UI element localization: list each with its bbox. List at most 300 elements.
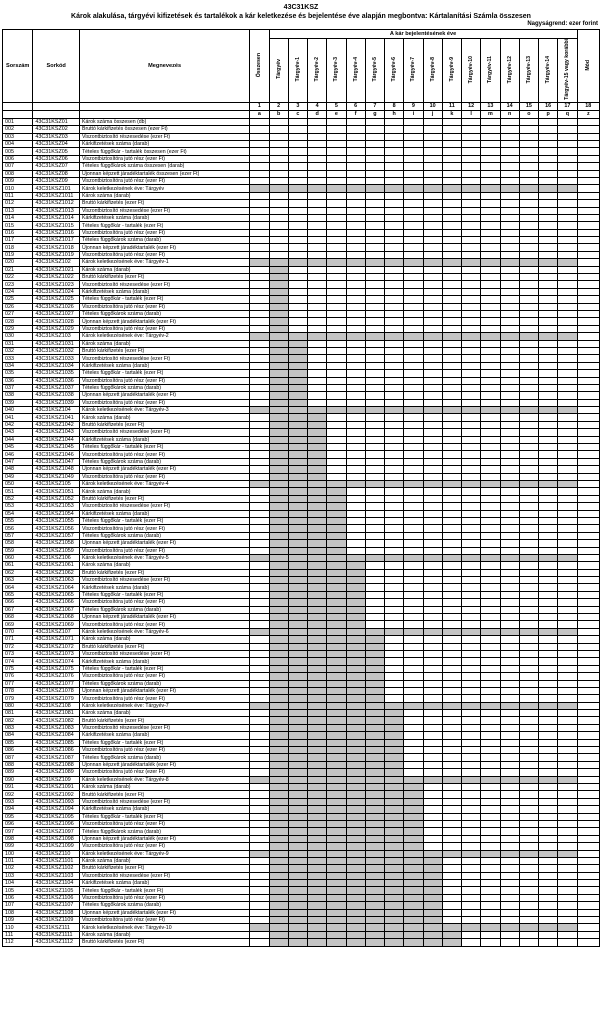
value-cell[interactable]: [577, 769, 599, 776]
value-cell[interactable]: [327, 222, 346, 229]
value-cell[interactable]: [519, 473, 538, 480]
value-cell[interactable]: [423, 517, 442, 524]
value-cell[interactable]: [288, 865, 307, 872]
value-cell[interactable]: [404, 643, 423, 650]
value-cell[interactable]: [365, 296, 384, 303]
value-cell[interactable]: [308, 636, 327, 643]
value-cell[interactable]: [365, 303, 384, 310]
value-cell[interactable]: [404, 333, 423, 340]
value-cell[interactable]: [346, 924, 365, 931]
value-cell[interactable]: [269, 155, 288, 162]
value-cell[interactable]: [288, 732, 307, 739]
value-cell[interactable]: [250, 192, 269, 199]
value-cell[interactable]: [481, 784, 500, 791]
value-cell[interactable]: [327, 820, 346, 827]
value-cell[interactable]: [539, 835, 558, 842]
value-cell[interactable]: [423, 222, 442, 229]
value-cell[interactable]: [519, 924, 538, 931]
value-cell[interactable]: [500, 695, 519, 702]
value-cell[interactable]: [539, 865, 558, 872]
value-cell[interactable]: [423, 163, 442, 170]
value-cell[interactable]: [365, 628, 384, 635]
value-cell[interactable]: [442, 902, 461, 909]
value-cell[interactable]: [404, 628, 423, 635]
value-cell[interactable]: [442, 466, 461, 473]
value-cell[interactable]: [577, 606, 599, 613]
value-cell[interactable]: [577, 303, 599, 310]
value-cell[interactable]: [519, 525, 538, 532]
value-cell[interactable]: [500, 185, 519, 192]
value-cell[interactable]: [423, 407, 442, 414]
value-cell[interactable]: [442, 377, 461, 384]
value-cell[interactable]: [442, 480, 461, 487]
value-cell[interactable]: [308, 480, 327, 487]
value-cell[interactable]: [500, 392, 519, 399]
value-cell[interactable]: [442, 414, 461, 421]
value-cell[interactable]: [462, 732, 481, 739]
value-cell[interactable]: [250, 894, 269, 901]
value-cell[interactable]: [539, 850, 558, 857]
value-cell[interactable]: [385, 554, 404, 561]
value-cell[interactable]: [269, 429, 288, 436]
value-cell[interactable]: [365, 717, 384, 724]
value-cell[interactable]: [269, 177, 288, 184]
value-cell[interactable]: [385, 177, 404, 184]
value-cell[interactable]: [558, 843, 577, 850]
value-cell[interactable]: [577, 170, 599, 177]
value-cell[interactable]: [481, 621, 500, 628]
value-cell[interactable]: [519, 791, 538, 798]
value-cell[interactable]: [481, 658, 500, 665]
value-cell[interactable]: [519, 392, 538, 399]
value-cell[interactable]: [423, 650, 442, 657]
value-cell[interactable]: [462, 177, 481, 184]
value-cell[interactable]: [269, 540, 288, 547]
value-cell[interactable]: [462, 650, 481, 657]
value-cell[interactable]: [558, 466, 577, 473]
value-cell[interactable]: [365, 784, 384, 791]
value-cell[interactable]: [250, 429, 269, 436]
value-cell[interactable]: [577, 274, 599, 281]
value-cell[interactable]: [423, 340, 442, 347]
value-cell[interactable]: [500, 466, 519, 473]
value-cell[interactable]: [577, 525, 599, 532]
value-cell[interactable]: [269, 495, 288, 502]
value-cell[interactable]: [308, 835, 327, 842]
value-cell[interactable]: [327, 747, 346, 754]
value-cell[interactable]: [500, 281, 519, 288]
value-cell[interactable]: [308, 665, 327, 672]
value-cell[interactable]: [288, 244, 307, 251]
value-cell[interactable]: [404, 429, 423, 436]
value-cell[interactable]: [269, 207, 288, 214]
value-cell[interactable]: [365, 214, 384, 221]
value-cell[interactable]: [250, 902, 269, 909]
value-cell[interactable]: [481, 170, 500, 177]
value-cell[interactable]: [288, 222, 307, 229]
value-cell[interactable]: [442, 333, 461, 340]
value-cell[interactable]: [577, 325, 599, 332]
value-cell[interactable]: [365, 259, 384, 266]
value-cell[interactable]: [481, 429, 500, 436]
value-cell[interactable]: [404, 931, 423, 938]
value-cell[interactable]: [308, 340, 327, 347]
value-cell[interactable]: [269, 421, 288, 428]
value-cell[interactable]: [481, 229, 500, 236]
value-cell[interactable]: [404, 133, 423, 140]
value-cell[interactable]: [500, 399, 519, 406]
value-cell[interactable]: [481, 347, 500, 354]
value-cell[interactable]: [423, 850, 442, 857]
value-cell[interactable]: [462, 392, 481, 399]
value-cell[interactable]: [558, 399, 577, 406]
value-cell[interactable]: [539, 141, 558, 148]
value-cell[interactable]: [365, 407, 384, 414]
value-cell[interactable]: [442, 281, 461, 288]
value-cell[interactable]: [346, 658, 365, 665]
value-cell[interactable]: [558, 710, 577, 717]
value-cell[interactable]: [308, 754, 327, 761]
value-cell[interactable]: [500, 806, 519, 813]
value-cell[interactable]: [269, 222, 288, 229]
value-cell[interactable]: [385, 887, 404, 894]
value-cell[interactable]: [288, 747, 307, 754]
value-cell[interactable]: [423, 148, 442, 155]
value-cell[interactable]: [250, 702, 269, 709]
value-cell[interactable]: [539, 237, 558, 244]
value-cell[interactable]: [250, 133, 269, 140]
value-cell[interactable]: [577, 680, 599, 687]
value-cell[interactable]: [346, 554, 365, 561]
value-cell[interactable]: [346, 577, 365, 584]
value-cell[interactable]: [577, 480, 599, 487]
value-cell[interactable]: [269, 880, 288, 887]
value-cell[interactable]: [462, 525, 481, 532]
value-cell[interactable]: [385, 303, 404, 310]
value-cell[interactable]: [519, 857, 538, 864]
value-cell[interactable]: [269, 118, 288, 125]
value-cell[interactable]: [423, 244, 442, 251]
value-cell[interactable]: [442, 798, 461, 805]
value-cell[interactable]: [481, 754, 500, 761]
value-cell[interactable]: [577, 466, 599, 473]
value-cell[interactable]: [577, 614, 599, 621]
value-cell[interactable]: [558, 865, 577, 872]
value-cell[interactable]: [519, 850, 538, 857]
value-cell[interactable]: [250, 503, 269, 510]
value-cell[interactable]: [269, 650, 288, 657]
value-cell[interactable]: [308, 747, 327, 754]
value-cell[interactable]: [365, 362, 384, 369]
value-cell[interactable]: [462, 880, 481, 887]
value-cell[interactable]: [365, 776, 384, 783]
value-cell[interactable]: [539, 650, 558, 657]
value-cell[interactable]: [385, 214, 404, 221]
value-cell[interactable]: [250, 791, 269, 798]
value-cell[interactable]: [288, 325, 307, 332]
value-cell[interactable]: [558, 170, 577, 177]
value-cell[interactable]: [442, 347, 461, 354]
value-cell[interactable]: [385, 599, 404, 606]
value-cell[interactable]: [423, 931, 442, 938]
value-cell[interactable]: [404, 636, 423, 643]
value-cell[interactable]: [346, 717, 365, 724]
value-cell[interactable]: [308, 702, 327, 709]
value-cell[interactable]: [269, 451, 288, 458]
value-cell[interactable]: [462, 857, 481, 864]
value-cell[interactable]: [308, 554, 327, 561]
value-cell[interactable]: [539, 917, 558, 924]
value-cell[interactable]: [288, 917, 307, 924]
value-cell[interactable]: [462, 163, 481, 170]
value-cell[interactable]: [385, 776, 404, 783]
value-cell[interactable]: [519, 370, 538, 377]
value-cell[interactable]: [308, 865, 327, 872]
value-cell[interactable]: [500, 229, 519, 236]
value-cell[interactable]: [250, 377, 269, 384]
value-cell[interactable]: [577, 584, 599, 591]
value-cell[interactable]: [423, 665, 442, 672]
value-cell[interactable]: [346, 857, 365, 864]
value-cell[interactable]: [404, 347, 423, 354]
value-cell[interactable]: [365, 887, 384, 894]
value-cell[interactable]: [269, 857, 288, 864]
value-cell[interactable]: [500, 865, 519, 872]
value-cell[interactable]: [385, 207, 404, 214]
value-cell[interactable]: [404, 488, 423, 495]
value-cell[interactable]: [539, 724, 558, 731]
value-cell[interactable]: [327, 828, 346, 835]
value-cell[interactable]: [462, 687, 481, 694]
value-cell[interactable]: [519, 318, 538, 325]
value-cell[interactable]: [385, 362, 404, 369]
value-cell[interactable]: [500, 562, 519, 569]
value-cell[interactable]: [346, 806, 365, 813]
value-cell[interactable]: [288, 562, 307, 569]
value-cell[interactable]: [539, 658, 558, 665]
value-cell[interactable]: [327, 377, 346, 384]
value-cell[interactable]: [346, 865, 365, 872]
value-cell[interactable]: [346, 835, 365, 842]
value-cell[interactable]: [577, 776, 599, 783]
value-cell[interactable]: [288, 591, 307, 598]
value-cell[interactable]: [462, 251, 481, 258]
value-cell[interactable]: [269, 820, 288, 827]
value-cell[interactable]: [558, 658, 577, 665]
value-cell[interactable]: [519, 902, 538, 909]
value-cell[interactable]: [462, 820, 481, 827]
value-cell[interactable]: [423, 554, 442, 561]
value-cell[interactable]: [481, 525, 500, 532]
value-cell[interactable]: [404, 510, 423, 517]
value-cell[interactable]: [365, 266, 384, 273]
value-cell[interactable]: [346, 495, 365, 502]
value-cell[interactable]: [539, 887, 558, 894]
value-cell[interactable]: [558, 673, 577, 680]
value-cell[interactable]: [365, 754, 384, 761]
value-cell[interactable]: [346, 902, 365, 909]
value-cell[interactable]: [577, 850, 599, 857]
value-cell[interactable]: [442, 584, 461, 591]
value-cell[interactable]: [346, 251, 365, 258]
value-cell[interactable]: [577, 200, 599, 207]
value-cell[interactable]: [308, 606, 327, 613]
value-cell[interactable]: [404, 407, 423, 414]
value-cell[interactable]: [404, 392, 423, 399]
value-cell[interactable]: [558, 436, 577, 443]
value-cell[interactable]: [327, 444, 346, 451]
value-cell[interactable]: [385, 577, 404, 584]
value-cell[interactable]: [308, 577, 327, 584]
value-cell[interactable]: [577, 931, 599, 938]
value-cell[interactable]: [346, 739, 365, 746]
value-cell[interactable]: [558, 451, 577, 458]
value-cell[interactable]: [558, 510, 577, 517]
value-cell[interactable]: [346, 917, 365, 924]
value-cell[interactable]: [558, 251, 577, 258]
value-cell[interactable]: [481, 939, 500, 946]
value-cell[interactable]: [500, 192, 519, 199]
value-cell[interactable]: [365, 540, 384, 547]
value-cell[interactable]: [385, 591, 404, 598]
value-cell[interactable]: [462, 480, 481, 487]
value-cell[interactable]: [346, 274, 365, 281]
value-cell[interactable]: [250, 347, 269, 354]
value-cell[interactable]: [288, 673, 307, 680]
value-cell[interactable]: [346, 643, 365, 650]
value-cell[interactable]: [269, 407, 288, 414]
value-cell[interactable]: [481, 791, 500, 798]
value-cell[interactable]: [250, 466, 269, 473]
value-cell[interactable]: [308, 643, 327, 650]
value-cell[interactable]: [327, 784, 346, 791]
value-cell[interactable]: [481, 769, 500, 776]
value-cell[interactable]: [519, 732, 538, 739]
value-cell[interactable]: [404, 776, 423, 783]
value-cell[interactable]: [539, 665, 558, 672]
value-cell[interactable]: [462, 510, 481, 517]
value-cell[interactable]: [442, 835, 461, 842]
value-cell[interactable]: [346, 687, 365, 694]
value-cell[interactable]: [423, 436, 442, 443]
value-cell[interactable]: [577, 207, 599, 214]
value-cell[interactable]: [288, 880, 307, 887]
value-cell[interactable]: [519, 569, 538, 576]
value-cell[interactable]: [462, 939, 481, 946]
value-cell[interactable]: [327, 577, 346, 584]
value-cell[interactable]: [404, 384, 423, 391]
value-cell[interactable]: [288, 362, 307, 369]
value-cell[interactable]: [442, 170, 461, 177]
value-cell[interactable]: [558, 747, 577, 754]
value-cell[interactable]: [288, 444, 307, 451]
value-cell[interactable]: [308, 495, 327, 502]
value-cell[interactable]: [404, 843, 423, 850]
value-cell[interactable]: [308, 118, 327, 125]
value-cell[interactable]: [404, 377, 423, 384]
value-cell[interactable]: [269, 843, 288, 850]
value-cell[interactable]: [423, 281, 442, 288]
value-cell[interactable]: [250, 370, 269, 377]
value-cell[interactable]: [385, 414, 404, 421]
value-cell[interactable]: [462, 340, 481, 347]
value-cell[interactable]: [250, 222, 269, 229]
value-cell[interactable]: [539, 340, 558, 347]
value-cell[interactable]: [481, 902, 500, 909]
value-cell[interactable]: [500, 732, 519, 739]
value-cell[interactable]: [346, 325, 365, 332]
value-cell[interactable]: [423, 414, 442, 421]
value-cell[interactable]: [308, 931, 327, 938]
value-cell[interactable]: [462, 421, 481, 428]
value-cell[interactable]: [327, 865, 346, 872]
value-cell[interactable]: [500, 747, 519, 754]
value-cell[interactable]: [269, 318, 288, 325]
value-cell[interactable]: [385, 614, 404, 621]
value-cell[interactable]: [558, 421, 577, 428]
value-cell[interactable]: [327, 739, 346, 746]
value-cell[interactable]: [500, 835, 519, 842]
value-cell[interactable]: [519, 547, 538, 554]
value-cell[interactable]: [500, 591, 519, 598]
value-cell[interactable]: [519, 466, 538, 473]
value-cell[interactable]: [308, 251, 327, 258]
value-cell[interactable]: [519, 429, 538, 436]
value-cell[interactable]: [288, 192, 307, 199]
value-cell[interactable]: [385, 384, 404, 391]
value-cell[interactable]: [385, 444, 404, 451]
value-cell[interactable]: [558, 606, 577, 613]
value-cell[interactable]: [346, 732, 365, 739]
value-cell[interactable]: [481, 392, 500, 399]
value-cell[interactable]: [558, 148, 577, 155]
value-cell[interactable]: [423, 917, 442, 924]
value-cell[interactable]: [288, 488, 307, 495]
value-cell[interactable]: [442, 340, 461, 347]
value-cell[interactable]: [269, 917, 288, 924]
value-cell[interactable]: [423, 266, 442, 273]
value-cell[interactable]: [423, 798, 442, 805]
value-cell[interactable]: [404, 687, 423, 694]
value-cell[interactable]: [288, 710, 307, 717]
value-cell[interactable]: [442, 754, 461, 761]
value-cell[interactable]: [346, 517, 365, 524]
value-cell[interactable]: [423, 214, 442, 221]
value-cell[interactable]: [385, 843, 404, 850]
value-cell[interactable]: [385, 222, 404, 229]
value-cell[interactable]: [481, 495, 500, 502]
value-cell[interactable]: [269, 776, 288, 783]
value-cell[interactable]: [385, 421, 404, 428]
value-cell[interactable]: [385, 325, 404, 332]
value-cell[interactable]: [481, 118, 500, 125]
value-cell[interactable]: [404, 266, 423, 273]
value-cell[interactable]: [558, 894, 577, 901]
value-cell[interactable]: [481, 510, 500, 517]
value-cell[interactable]: [385, 909, 404, 916]
value-cell[interactable]: [250, 163, 269, 170]
value-cell[interactable]: [365, 680, 384, 687]
value-cell[interactable]: [327, 466, 346, 473]
value-cell[interactable]: [539, 872, 558, 879]
value-cell[interactable]: [500, 296, 519, 303]
value-cell[interactable]: [250, 333, 269, 340]
value-cell[interactable]: [308, 177, 327, 184]
value-cell[interactable]: [442, 118, 461, 125]
value-cell[interactable]: [269, 141, 288, 148]
value-cell[interactable]: [365, 377, 384, 384]
value-cell[interactable]: [442, 917, 461, 924]
